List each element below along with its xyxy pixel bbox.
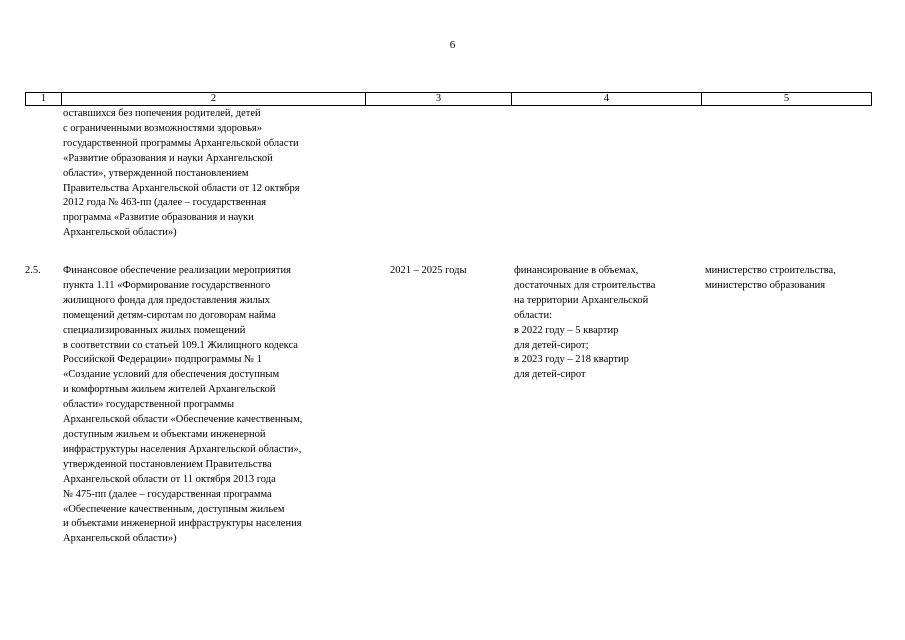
text-line: Финансовое обеспечение реализации мероприятия	[63, 265, 291, 276]
text-line: с ограниченными возможностями здоровья»	[63, 122, 262, 134]
text-line: и комфортным жильем жителей Архангельской	[63, 384, 276, 396]
row-expected-result	[514, 264, 655, 383]
text-line: Архангельской области»)	[63, 227, 177, 239]
text-line: области», утвержденной постановлением	[63, 167, 249, 179]
text-line: специализированных жилых помещений	[63, 324, 246, 336]
text-line: утвержденной постановлением Правительства	[63, 458, 272, 470]
row-executors	[705, 264, 836, 294]
text-line: финансирование в объемах,	[514, 265, 639, 276]
text-line: Правительства Архангельской области от 12 октября	[63, 182, 300, 194]
row-period: 2021 – 2025 годы	[390, 265, 467, 276]
text-line: Архангельской области от 11 октября 2013 года	[63, 473, 276, 485]
text-line: на территории Архангельской	[514, 294, 649, 306]
text-line: № 475-пп (далее – государственная программа	[63, 488, 272, 500]
column-number-header	[25, 92, 872, 106]
text-line: государственной программы Архангельской области	[63, 137, 299, 149]
text-line: доступным жильем и объектами инженерной	[63, 428, 266, 440]
text-line: 2012 года № 463-пп (далее – государственная	[63, 197, 267, 209]
header-cell-1: 1	[26, 93, 62, 106]
row-number: 2.5.	[25, 265, 41, 276]
text-line: в соответствии со статьей 109.1 Жилищного кодекса	[63, 339, 298, 351]
text-line: помещений детям-сиротам по договорам найма	[63, 309, 276, 321]
text-line: области» государственной программы	[63, 399, 235, 411]
text-line: в 2023 году – 218 квартир	[514, 354, 629, 366]
text-line: и объектами инженерной инфраструктуры населения	[63, 518, 302, 530]
text-line: инфраструктуры населения Архангельской области»,	[63, 443, 302, 455]
text-line: «Развитие образования и науки Архангельской	[63, 152, 273, 164]
page-number: 6	[449, 39, 456, 51]
header-cell-4: 4	[512, 93, 702, 106]
text-line: достаточных для строительства	[514, 279, 656, 291]
text-line: оставшихся без попечения родителей, детей	[63, 108, 261, 119]
text-line: Архангельской области «Обеспечение качественным,	[63, 414, 303, 426]
text-line: Архангельской области»)	[63, 533, 177, 545]
text-line: министерство образования	[705, 279, 826, 291]
header-cell-3: 3	[366, 93, 512, 106]
text-line: области:	[514, 309, 553, 321]
text-line: Российской Федерации» подпрограммы № 1	[63, 354, 262, 366]
text-line: «Создание условий для обеспечения доступным	[63, 369, 280, 381]
header-cell-5: 5	[702, 93, 872, 106]
text-line: для детей-сирот;	[514, 339, 589, 351]
text-line: пункта 1.11 «Формирование государственного	[63, 279, 271, 291]
text-line: для детей-сирот	[514, 369, 586, 381]
text-line: жилищного фонда для предоставления жилых	[63, 294, 271, 306]
text-line: министерство строительства,	[705, 265, 836, 276]
row-description	[63, 264, 302, 547]
header-row	[26, 93, 872, 106]
text-line: в 2022 году – 5 квартир	[514, 324, 619, 336]
text-line: «Обеспечение качественным, доступным жильем	[63, 503, 285, 515]
text-line: программа «Развитие образования и науки	[63, 212, 254, 224]
header-cell-2: 2	[62, 93, 366, 106]
continuation-text	[63, 107, 300, 241]
